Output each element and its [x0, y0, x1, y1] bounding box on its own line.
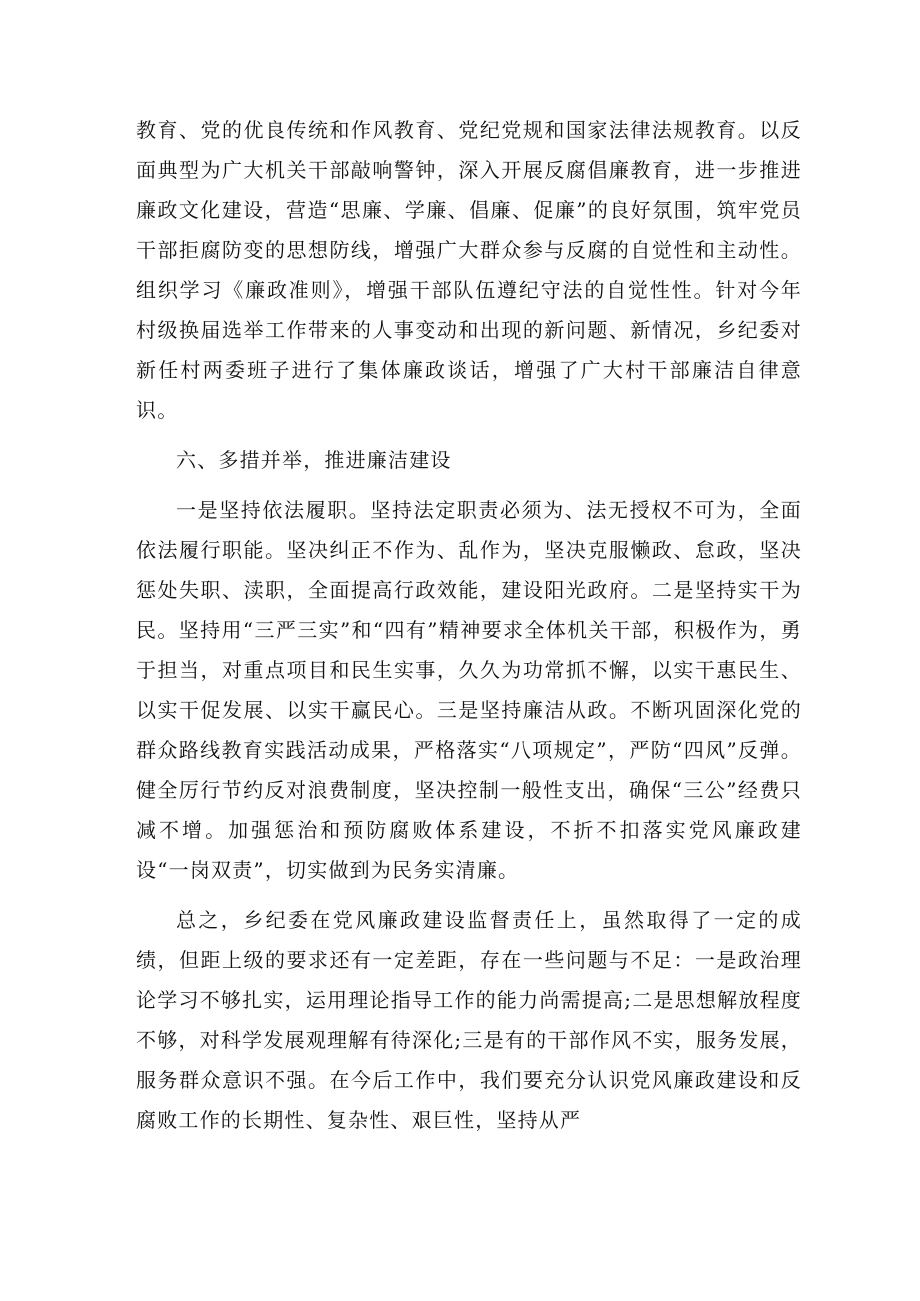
paragraph-measures: 一是坚持依法履职。坚持法定职责必须为、法无授权不可为，全面依法履行职能。坚决纠正不作为、乱作为，坚决克服懒政、怠政，坚决惩处失职、渎职，全面提高行政效能，建设阳光政府。二是坚持实干为民。坚持用“三严三实”和“四有”精神要求全体机关干部，积极作为，勇于担当，对重点项目和民生实事，久久为功常抓不懈，以实干惠民生、以实干促发展、以实干赢民心。三是坚持廉洁从政。不断巩固深化党的群众路线教育实践活动成果，严格落实“八项规定”，严防“四风”反弹。健全厉行节约反对浪费制度，坚决控制一般性支出，确保“三公”经费只减不增。加强惩治和预防腐败体系建设，不折不扣落实党风廉政建设“一岗双责”，切实做到为民务实清廉。: [136, 498, 802, 882]
paragraph-continuation: 教育、党的优良传统和作风教育、党纪党规和国家法律法规教育。以反面典型为广大机关干部敲响警钟，深入开展反腐倡廉教育，进一步推进廉政文化建设，营造“思廉、学廉、倡廉、促廉”的良好氛围，筑牢党员干部拒腐防变的思想防线，增强广大群众参与反腐的自觉性和主动性。组织学习《廉政准则》，增强干部队伍遵纪守法的自觉性性。针对今年村级换届选举工作带来的人事变动和出现的新问题、新情况，乡纪委对新任村两委班子进行了集体廉政谈话，增强了广大村干部廉洁自律意识。: [136, 118, 802, 422]
section-heading: 六、多措并举，推进廉洁建设: [176, 448, 452, 472]
paragraph-summary: 总之，乡纪委在党风廉政建设监督责任上，虽然取得了一定的成绩，但距上级的要求还有一定差距，存在一些问题与不足：一是政治理论学习不够扎实，运用理论指导工作的能力尚需提高;二是思想解放程度不够，对科学发展观理解有待深化;三是有的干部作风不实，服务发展，服务群众意识不强。在今后工作中，我们要充分认识党风廉政建设和反腐败工作的长期性、复杂性、艰巨性，坚持从严: [136, 908, 802, 1132]
